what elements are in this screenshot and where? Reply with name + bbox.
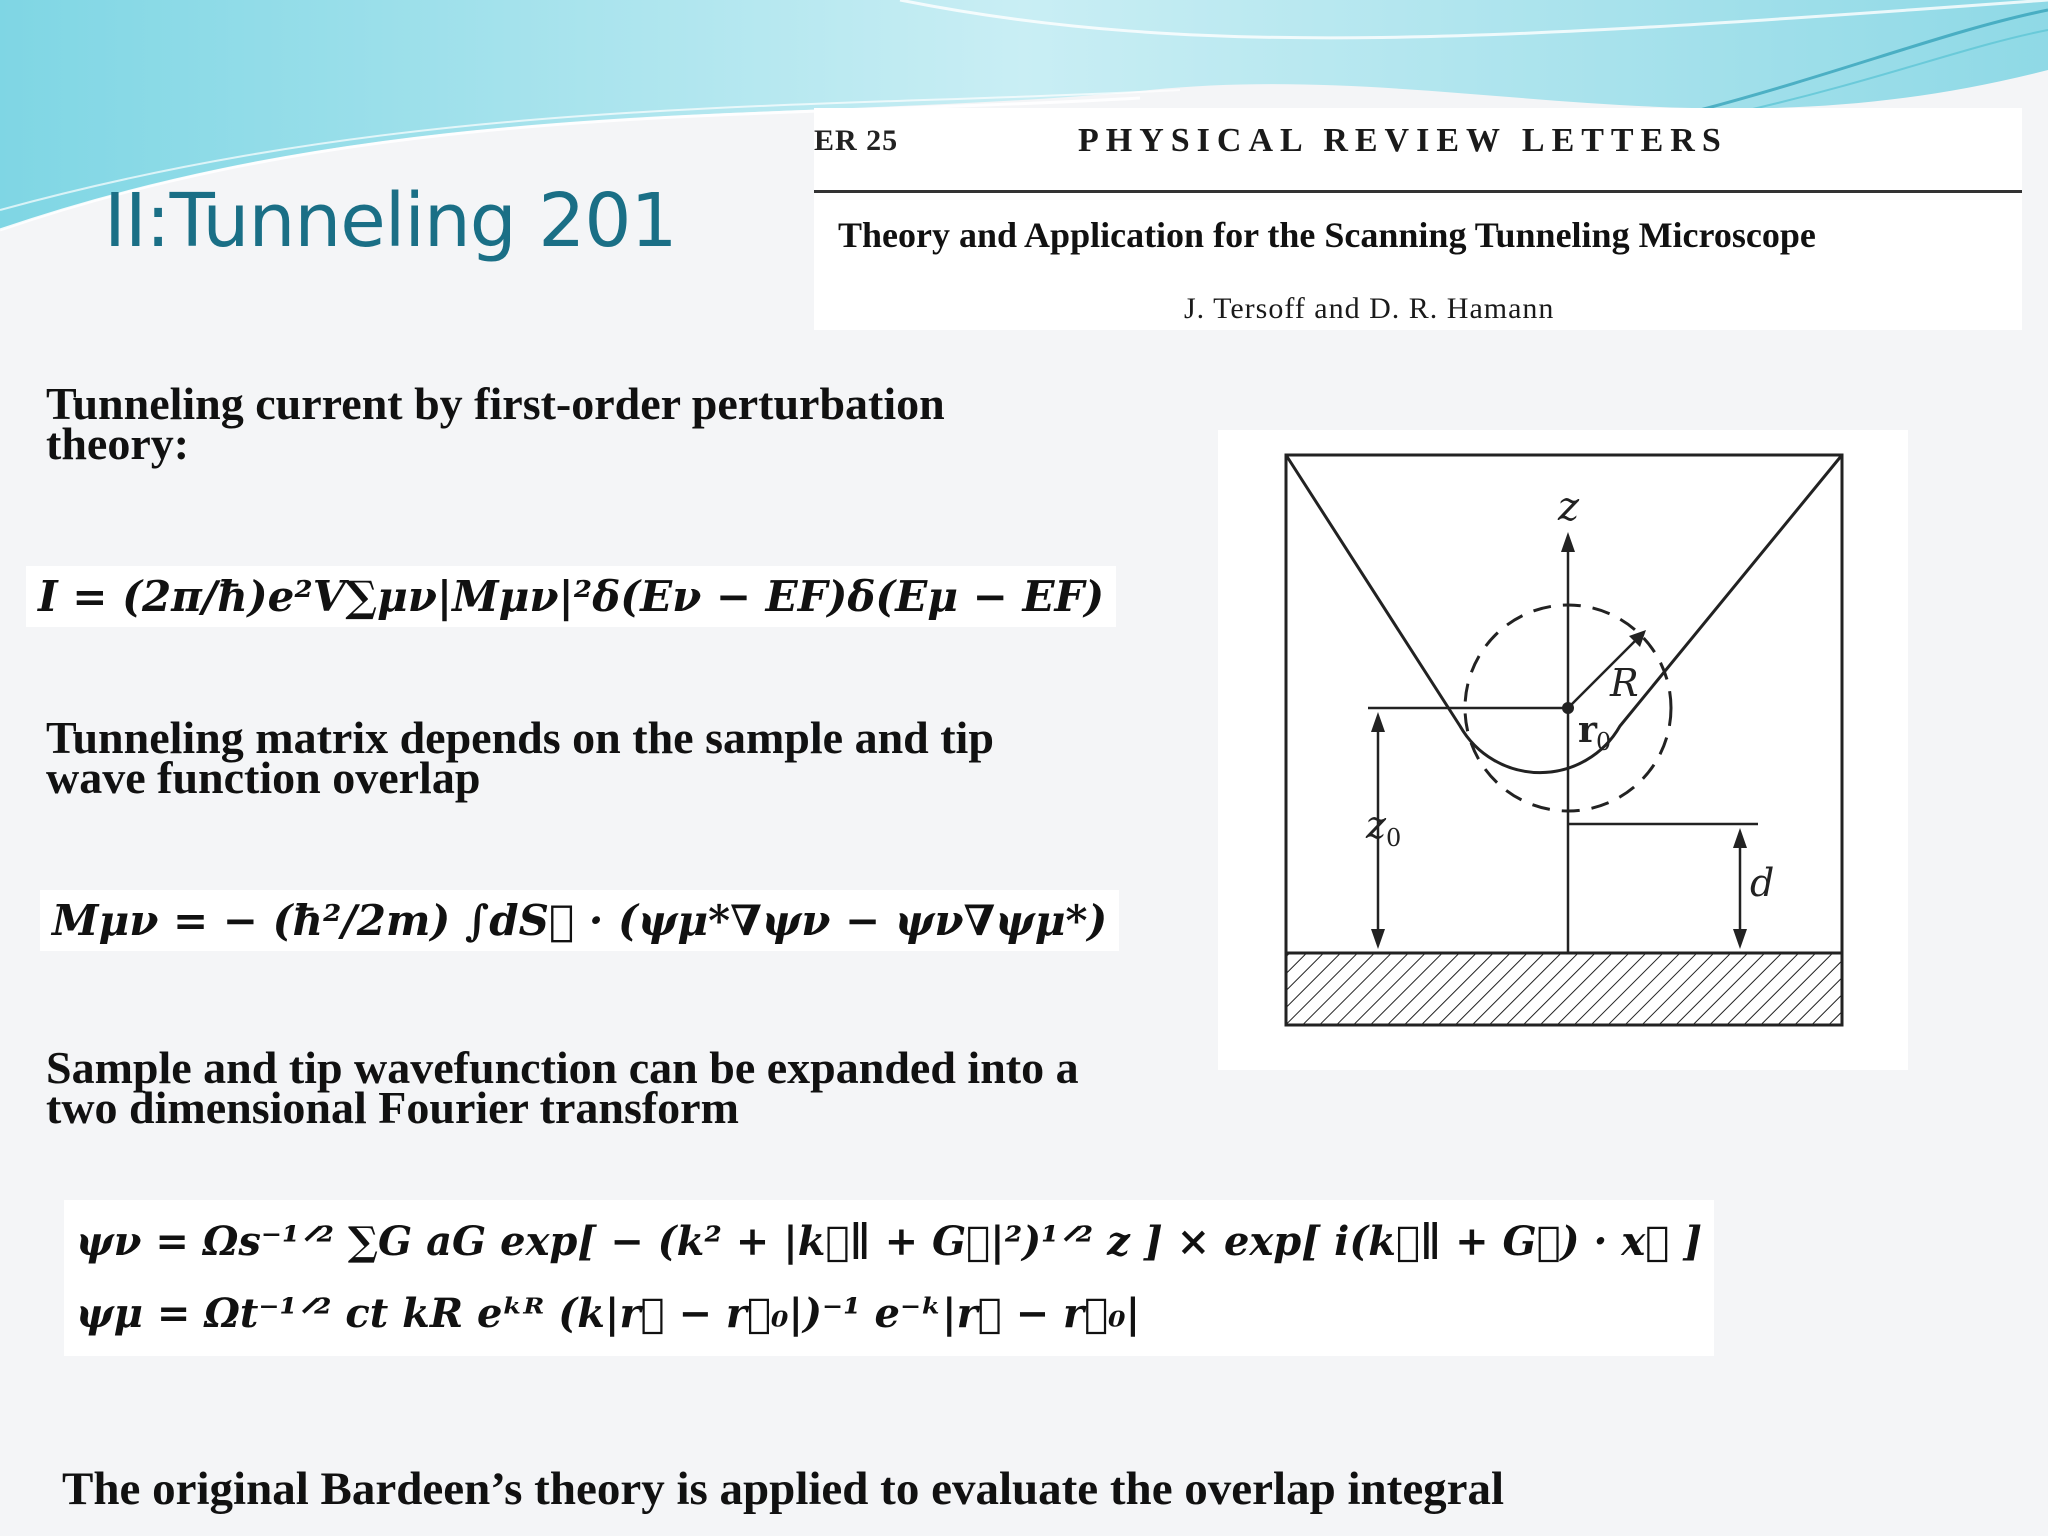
label-z0-subscript: 0 xyxy=(1386,824,1402,852)
current-description: Tunneling current by first-order perturbation theory: xyxy=(46,378,945,469)
tip-geometry-figure xyxy=(1218,430,1908,1070)
journal-name: PHYSICAL REVIEW LETTERS xyxy=(1078,122,1728,159)
z0-arrow-top xyxy=(1371,712,1385,732)
d-arrow-bottom xyxy=(1733,929,1747,949)
label-r0: r xyxy=(1578,709,1597,751)
label-r0-subscript: 0 xyxy=(1596,728,1612,756)
conclusion-statement: The original Bardeen’s theory is applied to evaluate the overlap integral xyxy=(62,1463,1505,1515)
label-d: d xyxy=(1750,861,1775,905)
wavefunction-expansion-equations xyxy=(64,1200,1714,1356)
z-axis-arrowhead xyxy=(1561,532,1575,552)
sample-wavefunction-equation: ψν = Ωs⁻¹ᐟ² ∑G aG exp[ − (k² + |k⃗∥ + G⃗|²)¹ᐟ² z ] × exp[ i(k⃗∥ + G⃗) · x⃗ ] xyxy=(76,1218,1703,1265)
paper-authors: J. Tersoff and D. R. Hamann xyxy=(1184,292,1555,325)
z0-arrow-bottom xyxy=(1371,929,1385,949)
paper-title: Theory and Application for the Scanning Tunneling Microscope xyxy=(838,215,1816,255)
tunneling-matrix-equation: Mμν = − (ħ²/2m) ∫dS⃗ · (ψμ*∇ψν − ψν∇ψμ*) xyxy=(40,890,1119,951)
label-R: R xyxy=(1610,661,1639,705)
label-z: z xyxy=(1558,484,1580,530)
tip-wavefunction-equation: ψμ = Ωt⁻¹ᐟ² ct kR eᵏᴿ (k|r⃗ − r⃗₀|)⁻¹ e⁻ᵏ|r⃗ − r⃗₀| xyxy=(76,1290,1141,1337)
expansion-description: Sample and tip wavefunction can be expanded into a two dimensional Fourier transform xyxy=(46,1042,1079,1133)
matrix-description: Tunneling matrix depends on the sample and tip wave function overlap xyxy=(46,712,994,803)
label-z0: z xyxy=(1366,803,1387,847)
journal-rule-divider xyxy=(814,190,2022,193)
figure-frame xyxy=(1286,455,1842,1025)
tip-geometry-diagram xyxy=(1218,430,1908,1070)
journal-header-clipping xyxy=(814,108,2022,330)
slide-title: II:Tunneling 201 xyxy=(104,178,677,264)
tunneling-current-equation: I = (2π/ħ)e²V∑μν|Mμν|²δ(Eν − EF)δ(Eμ − EF) xyxy=(26,566,1116,627)
journal-page-fragment: ER 25 xyxy=(814,124,899,157)
d-arrow-top xyxy=(1733,828,1747,848)
sample-surface-hatched xyxy=(1286,953,1842,1025)
